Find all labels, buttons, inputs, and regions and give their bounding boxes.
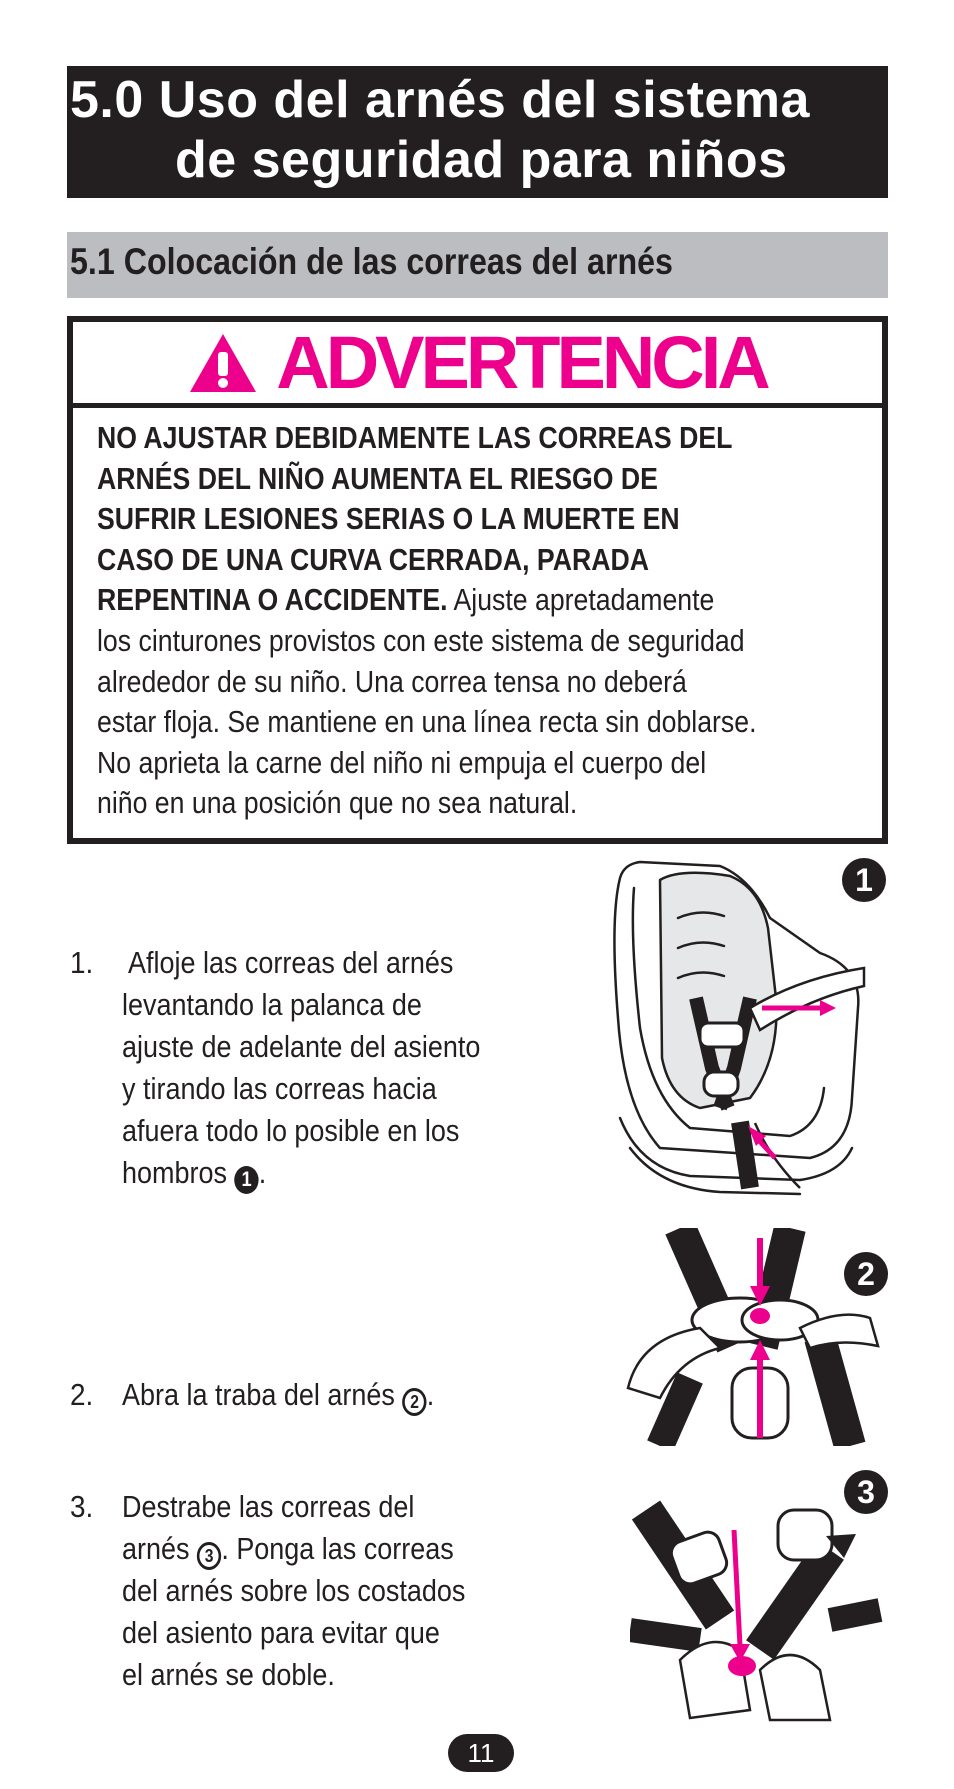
warning-mixed-line [97, 580, 768, 621]
warning-triangle-icon [188, 332, 258, 394]
warning-regular-line: niño en una posición que no sea natural. [97, 785, 578, 821]
step-line: y tirando las correas hacia [122, 1071, 437, 1106]
warning-box [67, 316, 888, 844]
warning-regular-line: estar floja. Se mantiene en una línea recta sin doblarse. [97, 704, 757, 740]
warning-regular-line: alrededor de su niño. Una correa tensa no deberá [97, 663, 687, 699]
step-line: el arnés se doble. [122, 1657, 335, 1692]
warning-text [97, 418, 877, 824]
step-line: Destrabe las correas del [122, 1489, 415, 1524]
step-text: hombros [122, 1155, 227, 1190]
step-number: 3. [70, 1489, 94, 1524]
warning-regular-line: los cinturones provistos con este sistema de seguridad [97, 622, 745, 658]
step-number: 2. [70, 1377, 94, 1412]
step-line: afuera todo lo posible en los [122, 1113, 460, 1148]
section-title-line2: de seguridad para niños [175, 131, 788, 189]
step-line [122, 1528, 465, 1570]
step-line [122, 1374, 434, 1416]
warning-heading: ADVERTENCIA [276, 320, 767, 404]
figure-badge-3-icon: 3 [844, 1470, 888, 1514]
warning-bold-line: CASO DE UNA CURVA CERRADA, PARADA [97, 541, 649, 577]
warning-mixed-regular: Ajuste apretadamente [447, 582, 715, 618]
step-line: del asiento para evitar que [122, 1615, 440, 1650]
car-seat-illustration [600, 858, 890, 1198]
step-line: Afloje las correas del arnés [122, 945, 454, 980]
step-end: . [258, 1155, 267, 1190]
warning-bold-line: NO AJUSTAR DEBIDAMENTE LAS CORREAS DEL [97, 420, 733, 455]
section-title-line1: 5.0 Uso del arnés del sistema [70, 71, 810, 129]
warning-regular-line: No aprieta la carne del niño ni empuja el cuerpo del [97, 744, 707, 780]
section-title [67, 66, 888, 198]
warning-mixed-bold: REPENTINA O ACCIDENTE. [97, 582, 448, 618]
figure-badge-2-icon: 2 [844, 1252, 888, 1296]
subsection-title-text: 5.1 Colocación de las correas del arnés [70, 241, 673, 282]
figure-2 [620, 1228, 890, 1446]
subsection-title [67, 232, 888, 298]
figure-badge-1-icon: 1 [842, 858, 886, 902]
step-line [122, 1152, 480, 1194]
warning-bold-line: SUFRIR LESIONES SERIAS O LA MUERTE EN [97, 501, 680, 537]
step-line: del arnés sobre los costados [122, 1573, 466, 1608]
warning-bold-line: ARNÉS DEL NIÑO AUMENTA EL RIESGO DE [97, 460, 658, 496]
step-line: levantando la palanca de [122, 987, 422, 1022]
step-text: Abra la traba del arnés [122, 1377, 395, 1412]
figure-3 [630, 1470, 890, 1722]
figure-ref-3-icon: 3 [197, 1542, 221, 1570]
figure-ref-2-icon: 2 [402, 1388, 426, 1416]
step-end: . [426, 1377, 435, 1412]
warning-header [73, 322, 882, 408]
step-text: . Ponga las correas [221, 1531, 454, 1566]
step-line: ajuste de adelante del asiento [122, 1029, 481, 1064]
step-text: arnés [122, 1531, 190, 1566]
figure-1 [600, 858, 890, 1198]
page-number: 11 [448, 1734, 514, 1772]
step-number: 1. [70, 945, 94, 980]
figure-ref-1-icon: 1 [234, 1166, 258, 1194]
